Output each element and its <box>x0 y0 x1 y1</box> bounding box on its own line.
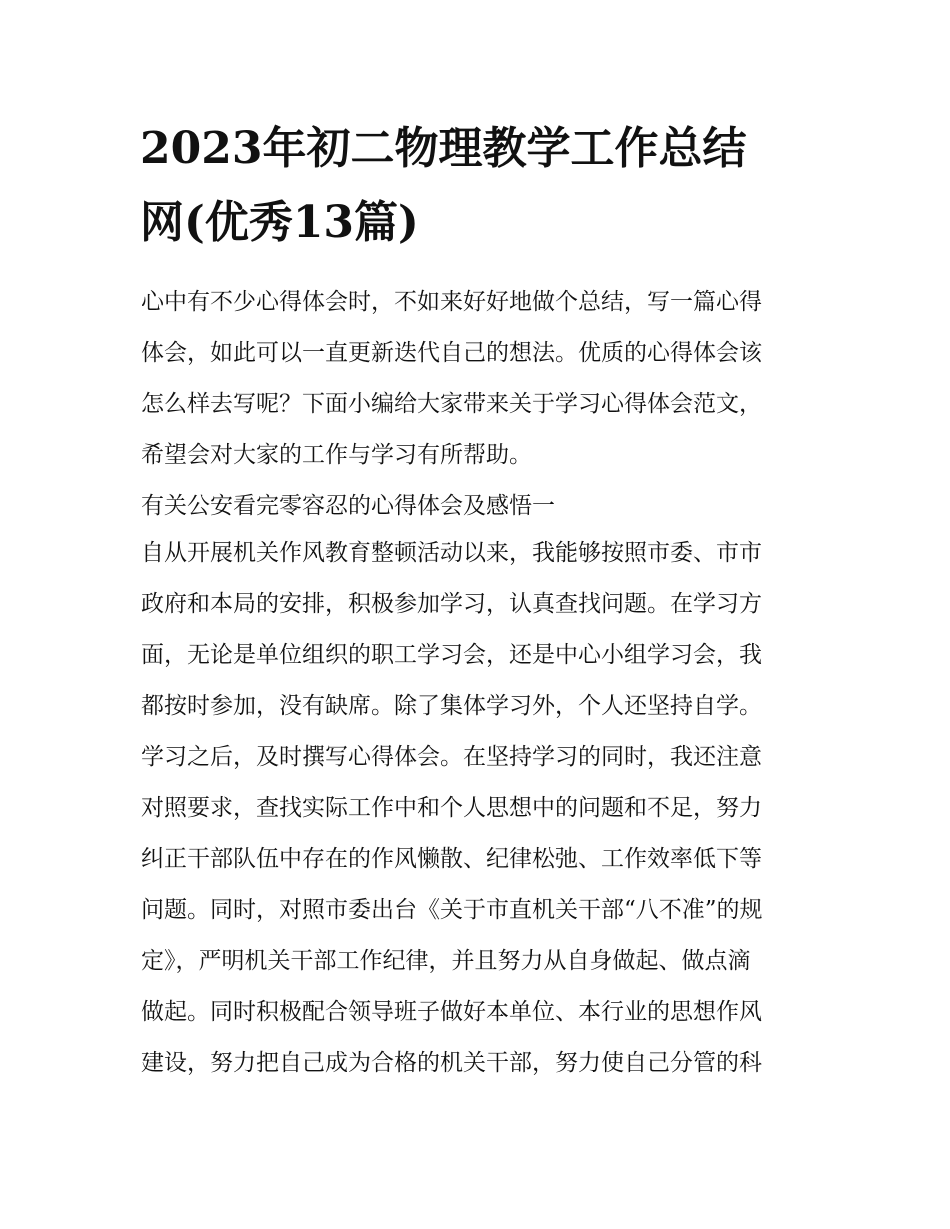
title-line-2: 网(优秀13篇) <box>140 197 419 248</box>
body-paragraph <box>141 528 821 1089</box>
document-title <box>140 112 820 260</box>
body-line-11: 建设，努力把自己成为合格的机关干部，努力使自己分管的科 <box>141 1050 762 1076</box>
body-line-1: 自从开展机关作风教育整顿活动以来，我能够按照市委、市市 <box>141 540 762 566</box>
section-heading <box>141 481 821 532</box>
intro-line-4: 希望会对大家的工作与学习有所帮助。 <box>141 442 532 468</box>
section-heading-text: 有关公安看完零容忍的心得体会及感悟一 <box>141 493 555 519</box>
intro-paragraph <box>141 277 821 481</box>
body-line-5: 学习之后，及时撰写心得体会。在坚持学习的同时，我还注意 <box>141 744 762 770</box>
intro-line-3: 怎么样去写呢？下面小编给大家带来关于学习心得体会范文， <box>141 391 762 417</box>
body-line-6: 对照要求，查找实际工作中和个人思想中的问题和不足，努力 <box>141 795 762 821</box>
intro-line-2: 体会，如此可以一直更新迭代自己的想法。优质的心得体会该 <box>141 340 762 366</box>
body-line-2: 政府和本局的安排，积极参加学习，认真查找问题。在学习方 <box>141 591 762 617</box>
intro-line-1: 心中有不少心得体会时，不如来好好地做个总结，写一篇心得 <box>141 289 762 315</box>
body-line-9: 定》，严明机关干部工作纪律，并且努力从自身做起、做点滴 <box>141 948 751 974</box>
body-line-8: 问题。同时，对照市委出台《关于市直机关干部“八不准”的规 <box>141 897 763 923</box>
body-line-10: 做起。同时积极配合领导班子做好本单位、本行业的思想作风 <box>141 999 762 1025</box>
body-line-7: 纠正干部队伍中存在的作风懒散、纪律松弛、工作效率低下等 <box>141 846 762 872</box>
body-line-3: 面，无论是单位组织的职工学习会，还是中心小组学习会，我 <box>141 642 762 668</box>
body-line-4: 都按时参加，没有缺席。除了集体学习外，个人还坚持自学。 <box>141 693 762 719</box>
title-line-1: 2023年初二物理教学工作总结 <box>140 123 747 174</box>
